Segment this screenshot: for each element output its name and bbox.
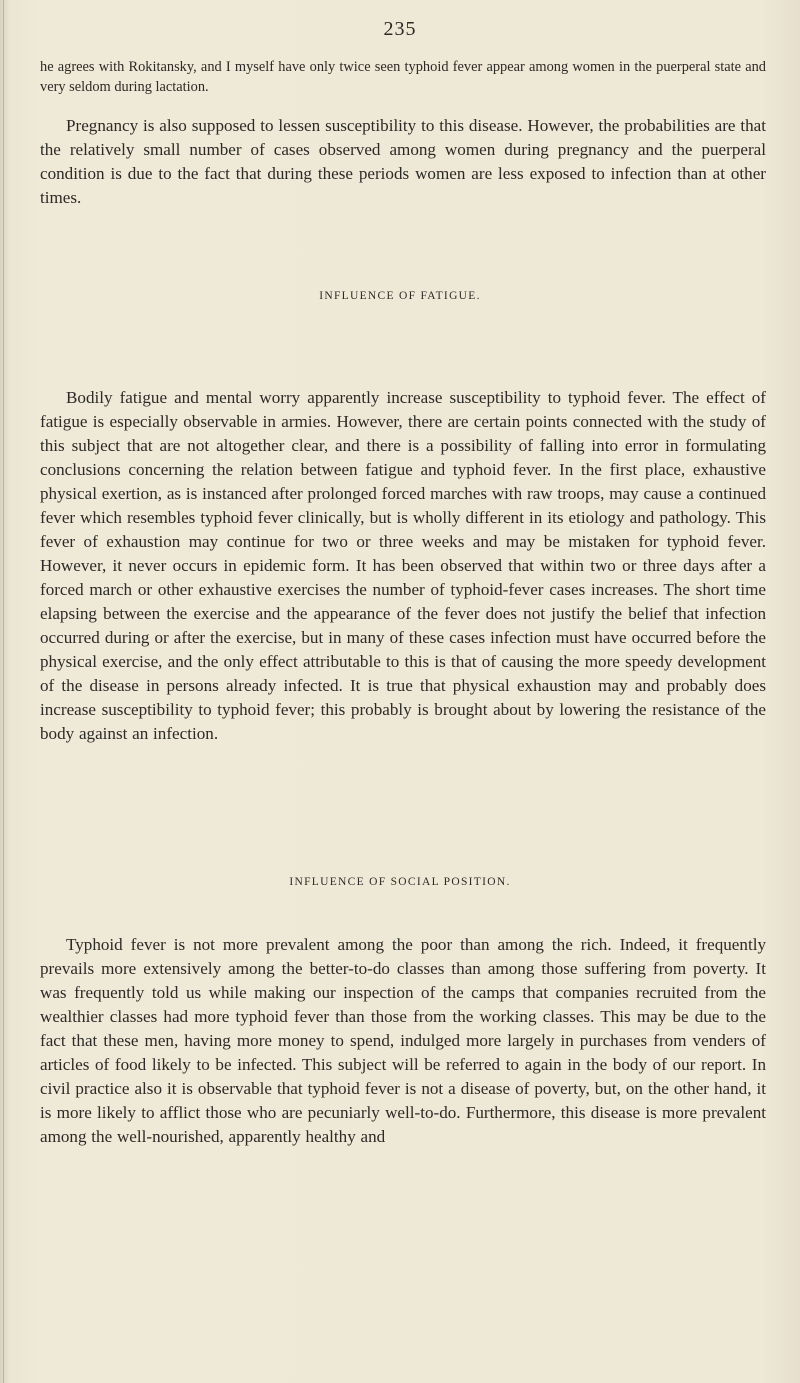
section-heading-fatigue: INFLUENCE OF FATIGUE.	[319, 290, 481, 302]
section-heading-social-position: INFLUENCE OF SOCIAL POSITION.	[289, 876, 511, 888]
binding-edge	[3, 0, 4, 1383]
page-number: 235	[383, 18, 417, 40]
paragraph-pregnancy: Pregnancy is also supposed to lessen susceptibility to this disease. However, the probabilities are that the relatively small number of cases observed among women during pregnancy and the puerperal condition is due to the fact that during these periods women are less exposed to infection than at other times.	[40, 116, 766, 207]
intro-fragment: he agrees with Rokitansky, and I myself have only twice seen typhoid fever appear among women in the puerperal state and very seldom during lactation.	[40, 59, 766, 95]
paragraph-social-position: Typhoid fever is not more prevalent among the poor than among the rich. Indeed, it frequently prevails more extensively among the better-to-do classes than among those suffering from poverty. It was frequently told us while making our inspection of the camps that companies recruited from the wealthier classes had more typhoid fever than those from the working classes. This may be due to the fact that these men, having more money to spend, indulged more largely in purchases from venders of articles of food likely to be infected. This subject will be referred to again in the body of our report. In civil practice also it is observable that typhoid fever is not a disease of poverty, but, on the other hand, it is more likely to afflict those who are pecuniarly well-to-do. Furthermore, this disease is more prevalent among the well-nourished, apparently healthy and	[40, 935, 766, 1146]
paragraph-fatigue: Bodily fatigue and mental worry apparently increase susceptibility to typhoid fever. The effect of fatigue is especially observable in armies. However, there are certain points connected with the study of this subject that are not altogether clear, and there is a possibility of falling into error in formulating conclusions concerning the relation between fatigue and typhoid fever. In the first place, exhaustive physical exertion, as is instanced after prolonged forced marches with raw troops, may cause a continued fever which resembles typhoid fever clinically, but is wholly different in its etiology and pathology. This fever of exhaustion may continue for two or three weeks and may be mistaken for typhoid fever. However, it never occurs in epidemic form. It has been observed that within two or three days after a forced march or other exhaustive exercises the number of typhoid-fever cases increases. The short time elapsing between the exercise and the appearance of the fever does not justify the belief that infection occurred during or after the exercise, but in many of these cases infection must have occurred before the physical exercise, and the only effect attributable to this is that of causing the more speedy development of the disease in persons already infected. It is true that physical exhaustion may and probably does increase susceptibility to typhoid fever; this probably is brought about by lowering the resistance of the body against an infection.	[40, 388, 766, 743]
